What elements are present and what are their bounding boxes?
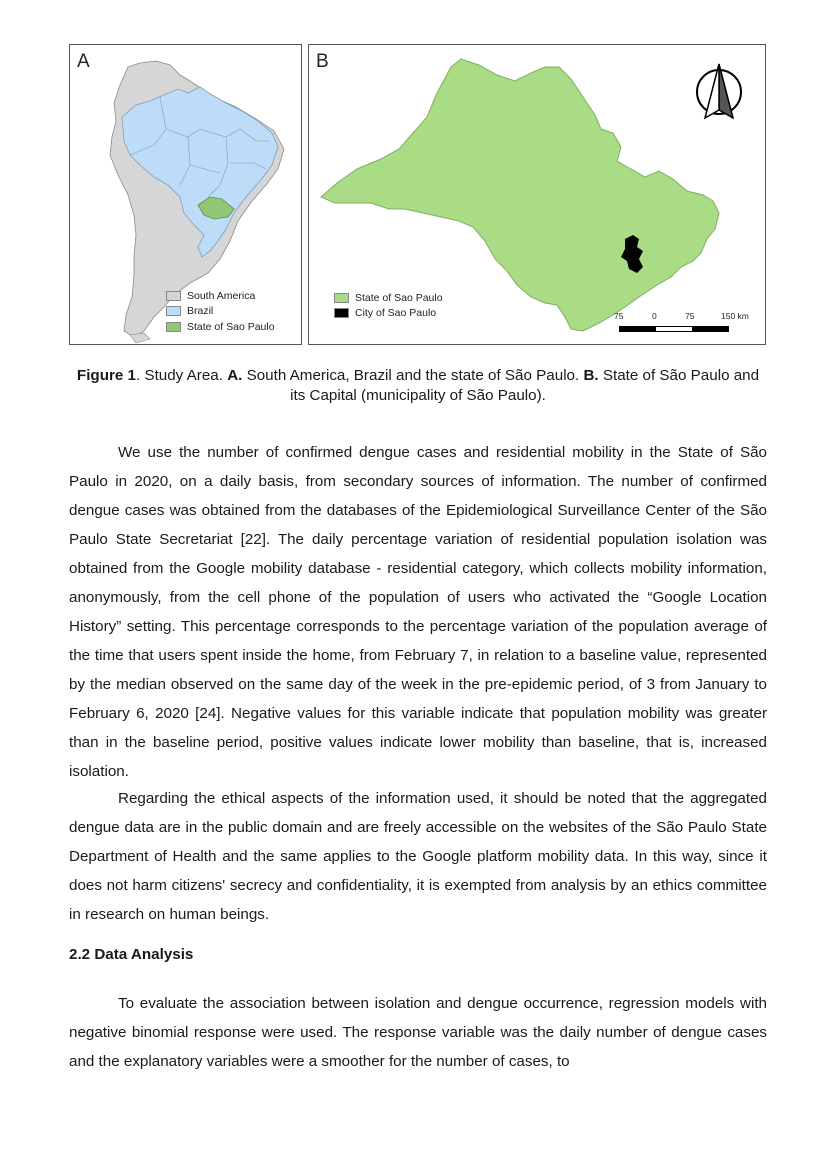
scale-bar	[619, 326, 729, 332]
legend-label: City of Sao Paulo	[355, 307, 437, 320]
legend-label: South America	[187, 289, 256, 302]
caption-a-label: A.	[227, 367, 243, 384]
legend-item-state	[334, 290, 443, 306]
map-panel-sao-paulo	[308, 44, 766, 345]
paragraph-ethics: Regarding the ethical aspects of the information used, it should be noted that the aggregated dengue data are in the public domain and are freely accessible on the websites of the São Paulo State Department of Health and the same applies to the Google platform mobility data. In this way, since it does not harm citizens' secrecy and confidentiality, it is exempted from analysis by an ethics committee in research on human beings.	[69, 790, 767, 923]
swatch-brazil	[166, 306, 181, 316]
scale-label: 0	[652, 311, 657, 321]
legend-item-brazil	[166, 304, 275, 320]
paragraph-data-sources: We use the number of confirmed dengue cases and residential mobility in the State of São Paulo in 2020, on a daily basis, from secondary sources of information. The number of confirmed dengue cases was obtained from the databases of the Epidemiological Surveillance Center of the São Paulo State Secretariat [22]. The daily percentage variation of residential population isolation was obtained from the Google mobility database - residential category, which collects mobility information, anonymously, from the cell phone of the population of users who activated the “Google Location History” setting. This percentage corresponds to the percentage variation of the population average of the time that users spent inside the home, from February 7, in relation to a baseline value, represented by the median observed on the same day of the week in the pre-epidemic period, of 3 from January to February 6, 2020 [24]. Negative values for this variable indicate that population mobility was greater than in the baseline period, positive values indicate lower mobility than baseline, that is, increased isolation.	[69, 444, 767, 780]
scale-label: 150 km	[721, 311, 749, 321]
paragraph-data-analysis: To evaluate the association between isolation and dengue occurrence, regression models with negative binomial response were used. The response variable was the daily number of dengue cases and the explanatory variables were a smoother for the number of cases, to	[69, 995, 767, 1070]
caption-text: South America, Brazil and the state of São Paulo.	[242, 367, 584, 384]
legend-label: State of Sao Paulo	[355, 291, 443, 304]
caption-text: . Study Area.	[136, 367, 228, 384]
legend-item-sao-paulo	[166, 319, 275, 335]
scale-label: 75	[685, 311, 695, 321]
caption-label: Figure 1	[76, 367, 136, 384]
map-panel-south-america	[69, 44, 302, 345]
tierra-del-fuego	[130, 333, 150, 343]
section-heading: 2.2 Data Analysis	[69, 946, 194, 963]
scale-labels	[309, 311, 766, 323]
panel-b-letter: B	[316, 51, 329, 72]
panel-a-legend	[166, 288, 275, 335]
figure-caption	[69, 366, 767, 405]
north-arrow-icon	[697, 64, 741, 118]
legend-label: Brazil	[187, 305, 214, 318]
legend-label: State of Sao Paulo	[187, 320, 275, 333]
swatch-state	[334, 293, 349, 303]
caption-text: State of São Paulo and its Capital (municipality of São Paulo).	[290, 367, 760, 404]
swatch-south-america	[166, 291, 181, 301]
swatch-sao-paulo	[166, 322, 181, 332]
panel-a-letter: A	[77, 51, 90, 72]
caption-b-label: B.	[583, 367, 599, 384]
scale-label: 75	[614, 311, 624, 321]
legend-item-south-america	[166, 288, 275, 304]
